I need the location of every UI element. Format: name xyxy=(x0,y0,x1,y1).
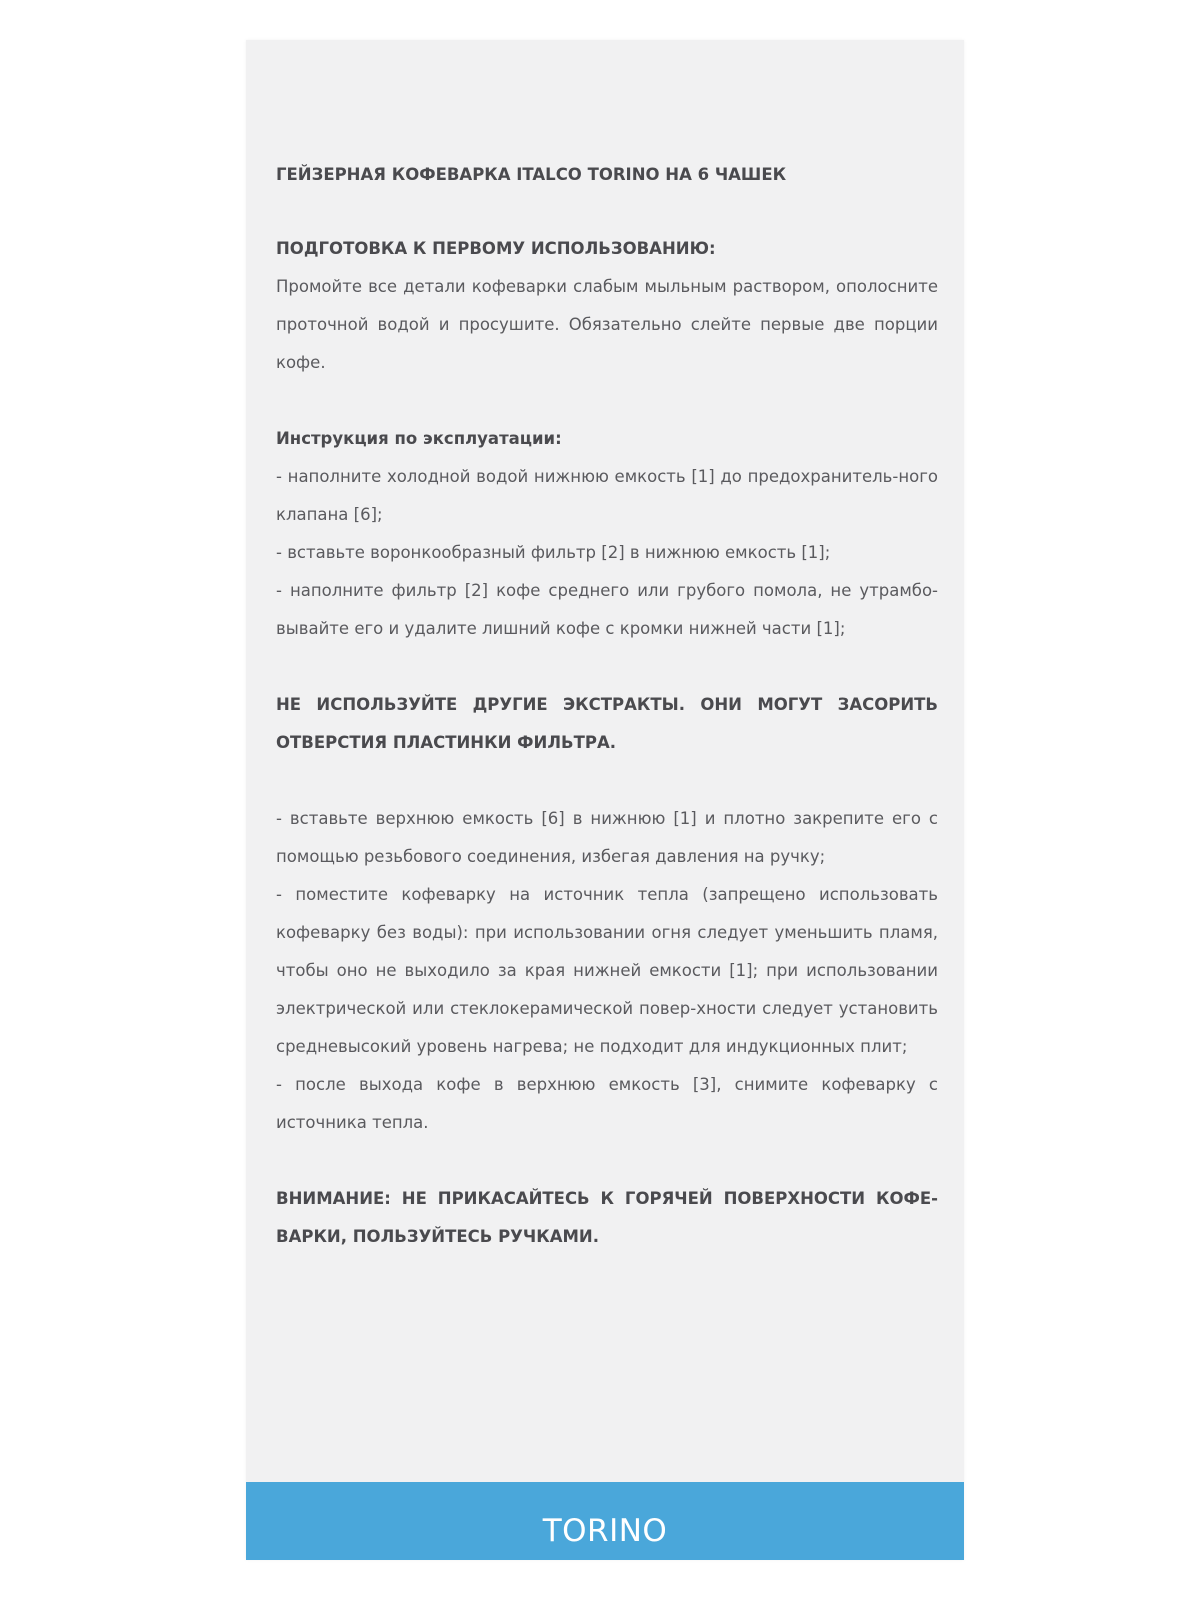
instruction-step: - наполните фильтр [2] кофе среднего или грубого помола, не утрамбо-вывайте его и удалите лишний кофе с кромки нижней части [1]; xyxy=(276,581,938,638)
instruction-step: - вставьте воронкообразный фильтр [2] в нижнюю емкость [1]; xyxy=(276,543,831,562)
attention-warning: ВНИМАНИЕ: НЕ ПРИКАСАЙТЕСЬ К ГОРЯЧЕЙ ПОВЕРХНОСТИ КОФЕ-ВАРКИ, ПОЛЬЗУЙТЕСЬ РУЧКАМИ. xyxy=(276,1189,938,1246)
extracts-warning: НЕ ИСПОЛЬЗУЙТЕ ДРУГИЕ ЭКСТРАКТЫ. ОНИ МОГУТ ЗАСОРИТЬ ОТВЕРСТИЯ ПЛАСТИНКИ ФИЛЬТРА. xyxy=(276,695,938,752)
brand-name: TORINO xyxy=(542,1513,668,1549)
instruction-step: - после выхода кофе в верхнюю емкость [3], снимите кофеварку с источника тепла. xyxy=(276,1075,938,1132)
preparation-text: Промойте все детали кофеварки слабым мыльным раствором, ополосните проточной водой и просушите. Обязательно слейте первые две порции кофе. xyxy=(276,277,938,372)
instruction-leaflet xyxy=(246,40,964,1560)
product-title: ГЕЙЗЕРНАЯ КОФЕВАРКА ITALCO TORINO НА 6 ЧАШЕК xyxy=(276,165,787,184)
instruction-step: - вставьте верхнюю емкость [6] в нижнюю [1] и плотно закрепите его с помощью резьбового соединения, избегая давления на ручку; xyxy=(276,809,938,866)
instruction-step: - наполните холодной водой нижнюю емкость [1] до предохранитель-ного клапана [6]; xyxy=(276,467,938,524)
instruction-steps-part1 xyxy=(276,458,938,648)
instructions-heading: Инструкция по эксплуатации: xyxy=(276,429,562,448)
instruction-steps-part2 xyxy=(276,800,938,1142)
leaflet-content xyxy=(276,156,938,1256)
instruction-step: - поместите кофеварку на источник тепла (запрещено использовать кофеварку без воды): при использовании огня следует уменьшить пламя, чтобы оно не выходило за края нижней емкости [1]; при использовании электрической или стеклокерамической повер-хности следует установить средневысокий уровень нагрева; не подходит для индукционных плит; xyxy=(276,885,938,1056)
preparation-heading: ПОДГОТОВКА К ПЕРВОМУ ИСПОЛЬЗОВАНИЮ: xyxy=(276,239,716,258)
brand-footer-band xyxy=(246,1482,964,1560)
